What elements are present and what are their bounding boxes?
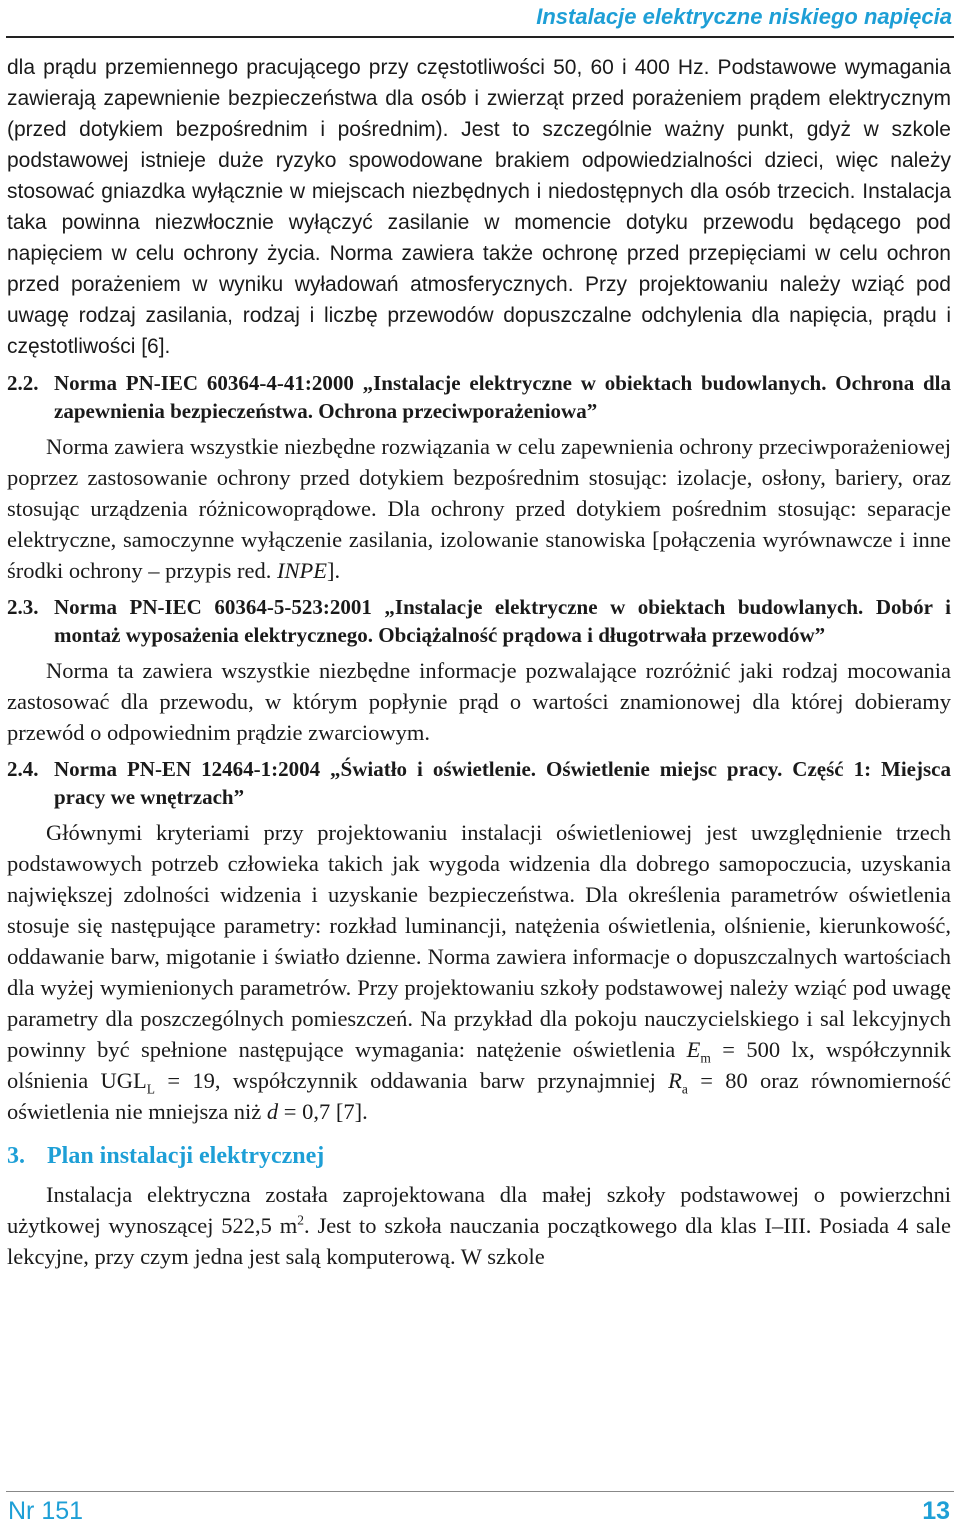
- footer-divider: [6, 1491, 954, 1492]
- section-title: Norma PN-EN 12464-1:2004 „Światło i oświetlenie. Oświetlenie miejsc pracy. Część 1: Miejsca pracy we wnętrzach”: [54, 757, 951, 809]
- section-title: Plan instalacji elektrycznej: [47, 1143, 325, 1169]
- section-number: 2.4.: [7, 757, 39, 781]
- section-title: Norma PN-IEC 60364-5-523:2001 „Instalacje elektryczne w obiektach budowlanych. Dobór i montaż wyposażenia elektrycznego. Obciążalność prądowa i długotrwała przewodów”: [54, 595, 951, 647]
- section-2-3-paragraph: Norma ta zawiera wszystkie niezbędne informacje pozwalające rozróżnić jaki rodzaj mocowania zastosować dla przewodu, w którym popłynie prąd o wartości znamionowej dla której dobieramy przewód o odpowiednim prądzie zwarciowym.: [7, 658, 951, 745]
- section-2-4-paragraph: Głównymi kryteriami przy projektowaniu instalacji oświetleniowej jest uwzględnienie trzech podstawowych potrzeb człowieka takich jak wygoda widzenia dla dobrego samopoczucia, uzyskania największej zdolności widzenia i uzyskanie bezpieczeństwa. Dla określenia parametrów oświetlenia stosuje się następujące parametry: rozkład luminancji, natężenia oświetlenia, olśnienie, kierunkowość, oddawanie barw, migotanie i światło dzienne. Norma zawiera informacje o dopuszczalnych wartościach dla wyżej wymienionych parametrów. Przy projektowaniu szkoły podstawowej należy wziąć pod uwagę parametry dla poszczególnych pomieszczeń. Na przykład dla pokoju nauczycielskiego i sal lekcyjnych powinny być spełnione następujące wymagania: natężenie oświetlenia $E_m = 500$ lx, współczynnik olśnienia $UGL_L = 19$, współczynnik oddawania barw przynajmniej $R_a = 80$ oraz równomierność oświetlenia nie mniejsza niż d = 0,7 [7].: [7, 820, 952, 1124]
- section-3-heading: [7, 1141, 951, 1171]
- section-number: 2.2.: [7, 371, 39, 395]
- running-header-title: Instalacje elektryczne niskiego napięcia: [536, 4, 952, 29]
- header-divider: [6, 36, 954, 38]
- section-number: 3.: [7, 1143, 25, 1169]
- article-body: [7, 52, 951, 1272]
- section-number: 2.3.: [7, 595, 39, 619]
- page-number: 13: [922, 1497, 950, 1525]
- section-3-paragraph: Instalacja elektryczna została zaprojektowana dla małej szkoły podstawowej o powierzchni użytkowej wynoszącej 522,5 $m^2$. Jest to szkoła nauczania początkowego dla klas I–III. Posiada 4 sale lekcyjne, przy czym jedna jest salą komputerową. W szkole: [7, 1182, 951, 1269]
- section-2-2-heading: [7, 369, 951, 425]
- section-2-2-paragraph: Norma zawiera wszystkie niezbędne rozwiązania w celu zapewnienia ochrony przeciwporażeniowej poprzez zastosowanie ochrony przed dotykiem bezpośrednim stosując: izolacje, osłony, bariery, oraz stosując urządzenia różnicowoprądowe. Dla ochrony przed dotykiem pośrednim stosując: separacje elektryczne, samoczynne wyłączenie zasilania, izolowanie stanowiska [połączenia wyrównawcze i inne środki ochrony – przypis red. INPE].: [7, 434, 951, 583]
- section-title: Norma PN-IEC 60364-4-41:2000 „Instalacje elektryczne w obiektach budowlanych. Ochrona dla zapewnienia bezpieczeństwa. Ochrona przeciwporażeniowa”: [54, 371, 951, 423]
- issue-number: Nr 151: [8, 1497, 84, 1525]
- section-2-3-heading: [7, 593, 951, 649]
- paragraph-intro: dla prądu przemiennego pracującego przy częstotliwości 50, 60 i 400 Hz. Podstawowe wymagania zawierają zapewnienie bezpieczeństwa dla osób i zwierząt przed porażeniem prądem elektrycznym (przed dotykiem bezpośrednim i pośrednim). Jest to szczególnie ważny punkt, gdyż w szkole podstawowej istnieje duże ryzyko spowodowane brakiem odpowiedzialności dzieci, więc należy stosować gniazdka wyłącznie w miejscach niezbędnych i niedostępnych dla osób trzecich. Instalacja taka powinna niezwłocznie wyłączyć zasilanie w momencie dotyku przewodu będącego pod napięciem w celu ochrony życia. Norma zawiera także ochronę przed przepięciami w celu ochron przed porażeniem w wyniku wyładowań atmosferycznych. Przy projektowaniu należy wziąć pod uwagę rodzaj zasilania, rodzaj i liczbę przewodów dopuszczalne odchylenia dla napięcia, prądu i częstotliwości [6].: [7, 56, 951, 358]
- section-2-4-heading: [7, 755, 951, 811]
